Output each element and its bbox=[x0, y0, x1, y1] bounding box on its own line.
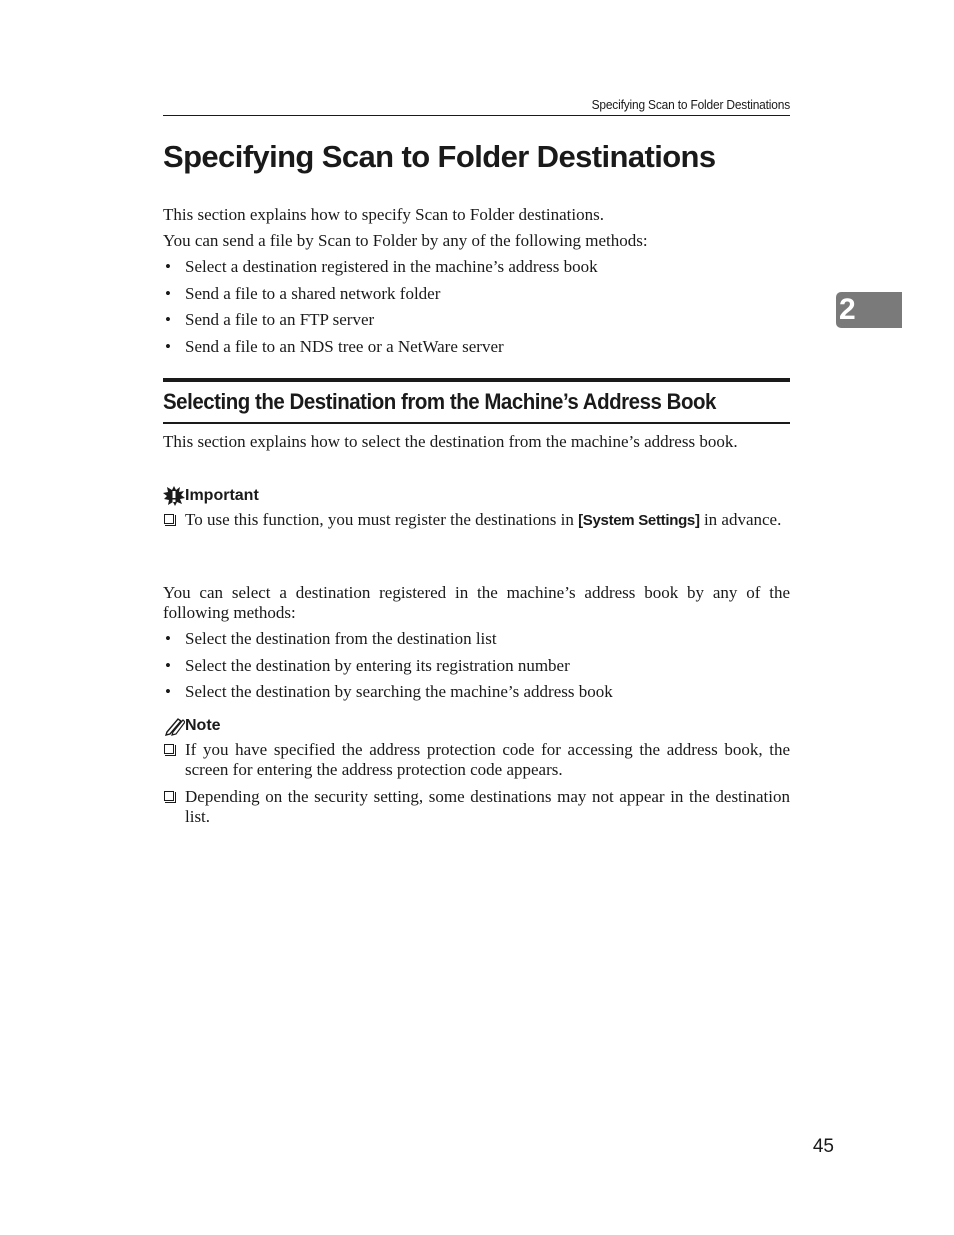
important-callout-heading bbox=[163, 486, 259, 506]
note-item: If you have specified the address protection code for accessing the address book, the screen for entering the address protection code appears. bbox=[163, 740, 790, 780]
intro-method-list bbox=[163, 257, 790, 363]
section-paragraph-2 bbox=[163, 583, 790, 623]
page-number: 45 bbox=[812, 1136, 834, 1157]
chapter-number: 2 bbox=[839, 293, 856, 326]
bullet-icon: • bbox=[165, 629, 171, 648]
bullet-icon: • bbox=[165, 257, 171, 276]
checkbox-bullet-icon bbox=[164, 744, 174, 754]
important-item: To use this function, you must register the destinations in [System Settings] in advance. bbox=[163, 510, 790, 531]
address-book-method-list bbox=[163, 629, 790, 709]
system-settings-key-label: [System Settings] bbox=[578, 512, 700, 529]
intro-paragraph-1 bbox=[163, 205, 790, 225]
important-list bbox=[163, 510, 790, 531]
section-text-2: You can select a destination registered in the machine’s address book by any of the following methods: bbox=[163, 583, 790, 622]
section-heading: Selecting the Destination from the Machine’s Address Book bbox=[163, 389, 716, 414]
note-item: Depending on the security setting, some destinations may not appear in the destination list. bbox=[163, 787, 790, 827]
section-text-1: This section explains how to select the destination from the machine’s address book. bbox=[163, 432, 738, 451]
header-rule bbox=[163, 115, 790, 116]
page-title: Specifying Scan to Folder Destinations bbox=[163, 139, 716, 174]
running-header: Specifying Scan to Folder Destinations bbox=[591, 97, 790, 112]
bullet-icon: • bbox=[165, 682, 171, 701]
bullet-icon: • bbox=[165, 655, 171, 675]
bullet-icon: • bbox=[165, 310, 171, 329]
chapter-tab bbox=[836, 292, 902, 328]
intro-paragraph-2 bbox=[163, 231, 790, 251]
note-callout-heading bbox=[163, 716, 221, 736]
checkbox-bullet-icon bbox=[164, 791, 174, 801]
pencil-note-icon bbox=[163, 716, 185, 736]
list-item: • Send a file to a shared network folder bbox=[165, 283, 441, 303]
important-burst-icon bbox=[163, 486, 185, 506]
bullet-icon: • bbox=[165, 283, 171, 303]
section-rule-bottom bbox=[163, 422, 790, 424]
important-label: Important bbox=[185, 487, 259, 504]
list-item: • Select a destination registered in the machine’s address book bbox=[165, 257, 598, 276]
list-item: • Select the destination by searching the machine’s address book bbox=[165, 682, 613, 701]
list-item: • Select the destination by entering its registration number bbox=[165, 655, 570, 675]
list-item: • Send a file to an FTP server bbox=[165, 310, 375, 329]
section-rule-top bbox=[163, 378, 790, 382]
intro-text-2: You can send a file by Scan to Folder by any of the following methods: bbox=[163, 231, 648, 250]
intro-text-1: This section explains how to specify Scan to Folder destinations. bbox=[163, 205, 604, 224]
note-label: Note bbox=[185, 717, 221, 734]
checkbox-bullet-icon bbox=[164, 514, 174, 524]
list-item: • Select the destination from the destination list bbox=[165, 629, 497, 648]
bullet-icon: • bbox=[165, 336, 171, 356]
list-item: • Send a file to an NDS tree or a NetWare server bbox=[165, 336, 504, 356]
section-paragraph-1 bbox=[163, 432, 790, 452]
note-list bbox=[163, 740, 790, 827]
